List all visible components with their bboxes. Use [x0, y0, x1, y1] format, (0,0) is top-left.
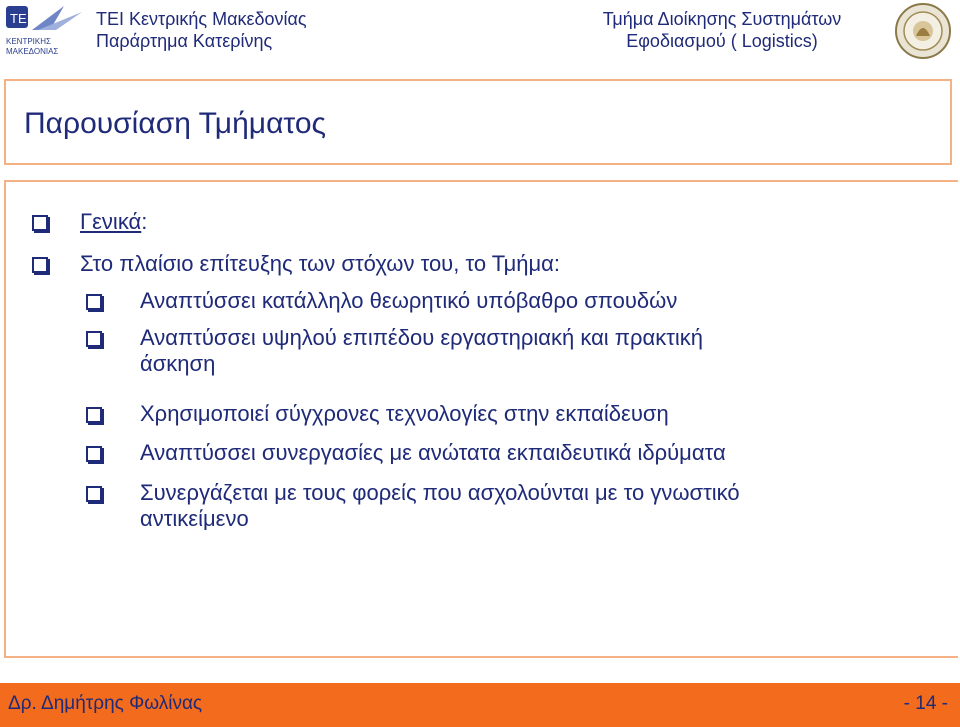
bullet-item: [32, 251, 560, 277]
content-box: [4, 180, 958, 658]
slide-footer: [0, 683, 960, 727]
sub-bullet-text: Αναπτύσσει κατάλληλο θεωρητικό υπόβαθρο σπουδών: [140, 288, 678, 313]
sub-bullet-line2: άσκηση: [140, 351, 216, 376]
sub-bullet-line1: Συνεργάζεται με τους φορείς που ασχολούνται με το γνωστικό: [140, 480, 740, 505]
bullet-text: [80, 209, 147, 235]
title-box: [4, 79, 952, 165]
department-header: [562, 8, 882, 52]
general-suffix: :: [141, 209, 148, 234]
institution-header: [96, 8, 396, 52]
bullet-item: [32, 209, 147, 235]
sub-bullet-item: [86, 325, 703, 377]
tei-logo-icon: [4, 2, 86, 60]
checkbox-bullet-icon: [86, 446, 102, 462]
checkbox-bullet-icon: [32, 257, 48, 273]
logo-text-line1: ΚΕΝΤΡΙΚΗΣ: [6, 37, 51, 46]
sub-bullet-item: [86, 401, 669, 427]
seal-icon: [894, 2, 952, 60]
sub-bullet-item: [86, 480, 740, 532]
branch-name: Παράρτημα Κατερίνης: [96, 31, 273, 51]
slide-header: [0, 0, 960, 62]
sub-bullet-text: Χρησιμοποιεί σύγχρονες τεχνολογίες στην εκπαίδευση: [140, 401, 669, 426]
department-name-line1: Τμήμα Διοίκησης Συστημάτων: [602, 9, 842, 29]
page-title: Παρουσίαση Τμήματος: [24, 107, 326, 140]
general-label: Γενικά: [80, 209, 142, 234]
checkbox-bullet-icon: [86, 407, 102, 423]
checkbox-bullet-icon: [86, 486, 102, 502]
checkbox-bullet-icon: [32, 215, 48, 231]
sub-bullet-item: [86, 288, 677, 314]
sub-bullet-text: [140, 325, 703, 377]
sub-bullet-text: [140, 480, 740, 532]
logo-text-line2: ΜΑΚΕΔΟΝΙΑΣ: [6, 47, 59, 56]
bullet-text: Στο πλαίσιο επίτευξης των στόχων του, το Τμήμα:: [80, 251, 561, 276]
checkbox-bullet-icon: [86, 294, 102, 310]
institution-name: ΤΕΙ Κεντρικής Μακεδονίας: [96, 9, 307, 29]
sub-bullet-text: Αναπτύσσει συνεργασίες με ανώτατα εκπαιδευτικά ιδρύματα: [140, 440, 726, 465]
svg-text:TE: TE: [10, 11, 27, 26]
page-number: - 14 -: [903, 693, 948, 714]
checkbox-bullet-icon: [86, 331, 102, 347]
sub-bullet-line1: Αναπτύσσει υψηλού επιπέδου εργαστηριακή και πρακτική: [140, 325, 704, 350]
author-name: Δρ. Δημήτρης Φωλίνας: [8, 693, 203, 714]
sub-bullet-item: [86, 440, 726, 466]
sub-bullet-line2: αντικείμενο: [140, 506, 249, 531]
department-name-line2: Εφοδιασμού ( Logistics): [626, 31, 818, 51]
